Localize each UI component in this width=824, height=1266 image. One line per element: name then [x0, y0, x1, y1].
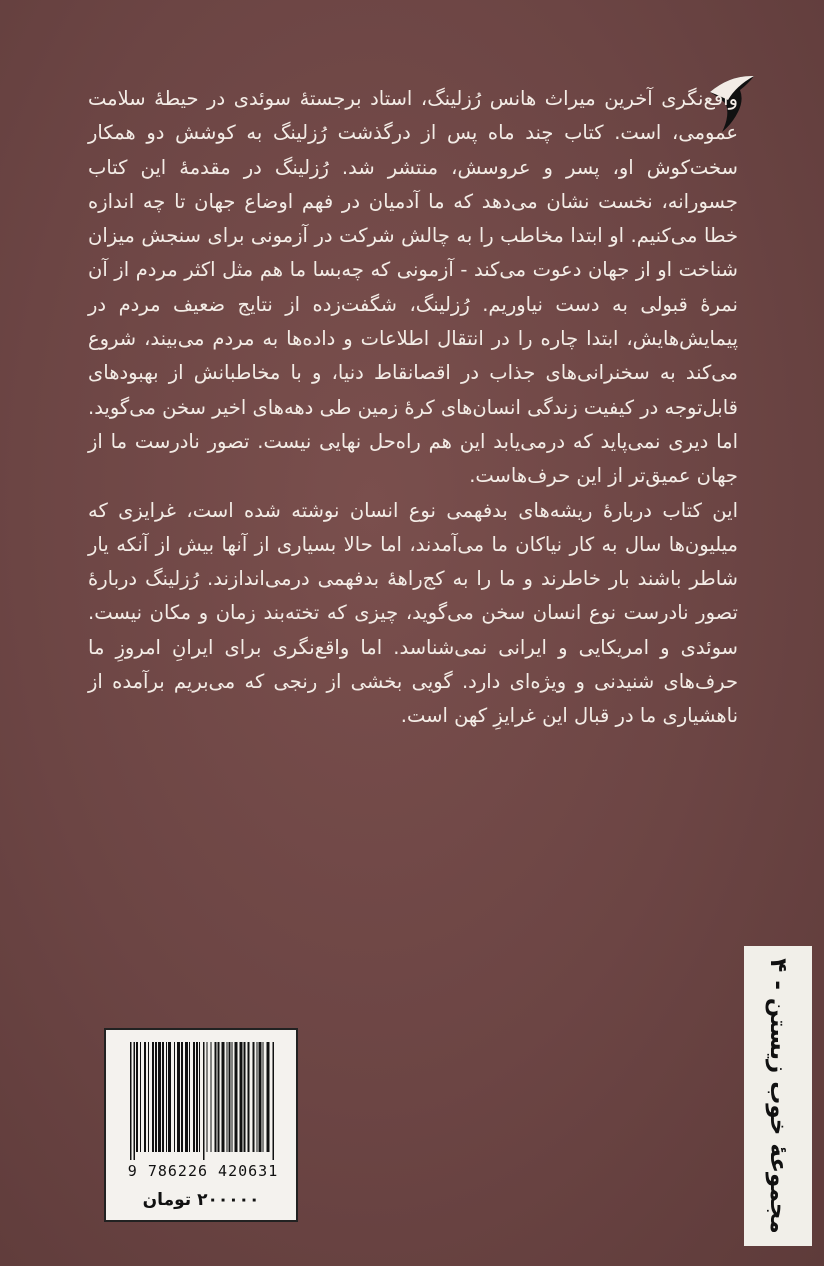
description-text	[88, 82, 738, 734]
isbn-number	[116, 1162, 290, 1180]
barcode-bar	[162, 1042, 164, 1152]
barcode-bar	[181, 1042, 183, 1152]
barcode-bar	[229, 1042, 231, 1152]
isbn-first-digit: 9	[127, 1162, 138, 1180]
barcode-bar	[144, 1042, 146, 1152]
barcode-bar	[240, 1042, 243, 1152]
barcode-bar	[218, 1042, 220, 1152]
barcode-bar	[257, 1042, 258, 1152]
barcode-bar	[193, 1042, 195, 1152]
barcode-bar	[134, 1042, 136, 1160]
barcode-bar	[140, 1042, 141, 1152]
barcode-bar	[168, 1042, 171, 1152]
series-label: مجموعهٔ خوب زیستن - ۴	[765, 958, 791, 1234]
barcode-bar	[185, 1042, 188, 1152]
barcode-bar	[148, 1042, 149, 1152]
barcode-bar	[136, 1042, 138, 1152]
barcode-icon	[128, 1042, 278, 1162]
barcode-bar	[152, 1042, 154, 1152]
barcode-bar	[227, 1042, 228, 1152]
barcode-bar	[248, 1042, 250, 1152]
barcode-bar	[130, 1042, 132, 1160]
barcode-bar	[155, 1042, 157, 1152]
barcode-bar	[263, 1042, 264, 1152]
paragraph-1: واقع‌نگری آخرین میراث هانس رُزلینگ، استاد برجستهٔ سوئدی در حیطهٔ سلامت عمومی، است. کتاب چند ماه پس از درگذشت رُزلینگ به کوشش دو همکار سخت‌کوش او، پسر و عروسش، منتشر شد. رُزلینگ در مقدمهٔ این کتاب جسورانه، نخست نشان می‌دهد که ما آدمیان در فهم اوضاع جهان تا چه اندازه خطا می‌کنیم. او ابتدا مخاطب را به چالش شرکت در آزمونی برای سنجش میزان شناخت او از جهان دعوت می‌کند - آزمونی که چه‌بسا ما هم مثل اکثر مردم از آن نمرهٔ قبولی به دست نیاوریم. رُزلینگ، شگفت‌زده از نتایج ضعیف مردم در پیمایش‌هایش، ابتدا چاره را در انتقال اطلاعات و داده‌ها به مردم می‌بیند، شروع می‌کند به سخنرانی‌های جذاب در اقصانقاط دنیا، و با مخاطبانش از بهبودهای قابل‌توجه در کیفیت زندگی انسان‌های کرهٔ زمین طی دهه‌های اخیر سخن می‌گوید. اما دیری نمی‌پاید که درمی‌یابد این هم راه‌حل نهایی نیست. تصور نادرست ما از جهان عمیق‌تر از این حرف‌هاست.	[88, 87, 738, 488]
barcode-bar	[174, 1042, 175, 1152]
barcode-bar	[207, 1042, 208, 1152]
barcode-bar	[196, 1042, 198, 1152]
isbn-right-group: 420631	[218, 1162, 279, 1180]
barcode-bar	[232, 1042, 233, 1152]
barcode-bar	[273, 1042, 275, 1160]
barcode-bar	[158, 1042, 161, 1152]
barcode-bar	[215, 1042, 217, 1152]
barcode-bar	[253, 1042, 255, 1152]
barcode-bar	[267, 1042, 270, 1152]
barcode-bar	[244, 1042, 246, 1152]
price-label: ۲۰۰۰۰۰ تومان	[142, 1190, 260, 1210]
barcode-bar	[235, 1042, 238, 1152]
barcode-bar	[203, 1042, 205, 1160]
isbn-left-group: 786226	[147, 1162, 209, 1180]
paragraph-2: این کتاب دربارهٔ ریشه‌های بدفهمی نوع انسان نوشته شده است، غرایزی که میلیون‌ها سال به کار نیاکان ما می‌آمدند، اما حالا بسیاری از آنها بیش از آنکه یار شاطر باشند بار خاطرند و ما را به کج‌راههٔ بدفهمی درمی‌اندازند. رُزلینگ دربارهٔ تصور نادرست نوع انسان سخن می‌گوید، چیزی که تخته‌بند زمان و مکان نیست. سوئدی و امریکایی و ایرانی نمی‌شناسد. اما واقع‌نگری برای ایرانِ امروزِ ما حرف‌های شنیدنی و ویژه‌ای دارد. گویی بخشی از رنجی که می‌بریم برآمده از ناهشیاری ما در قبال این غرایزِ کهن است.	[88, 498, 738, 728]
barcode-bar	[222, 1042, 225, 1152]
barcode-bar	[259, 1042, 262, 1152]
series-label-box	[744, 946, 812, 1246]
barcode-bar	[189, 1042, 190, 1152]
barcode-box	[104, 1028, 298, 1222]
barcode-bar	[199, 1042, 200, 1152]
barcode-bar	[166, 1042, 167, 1152]
barcode-bar	[177, 1042, 180, 1152]
barcode-bar	[211, 1042, 212, 1152]
